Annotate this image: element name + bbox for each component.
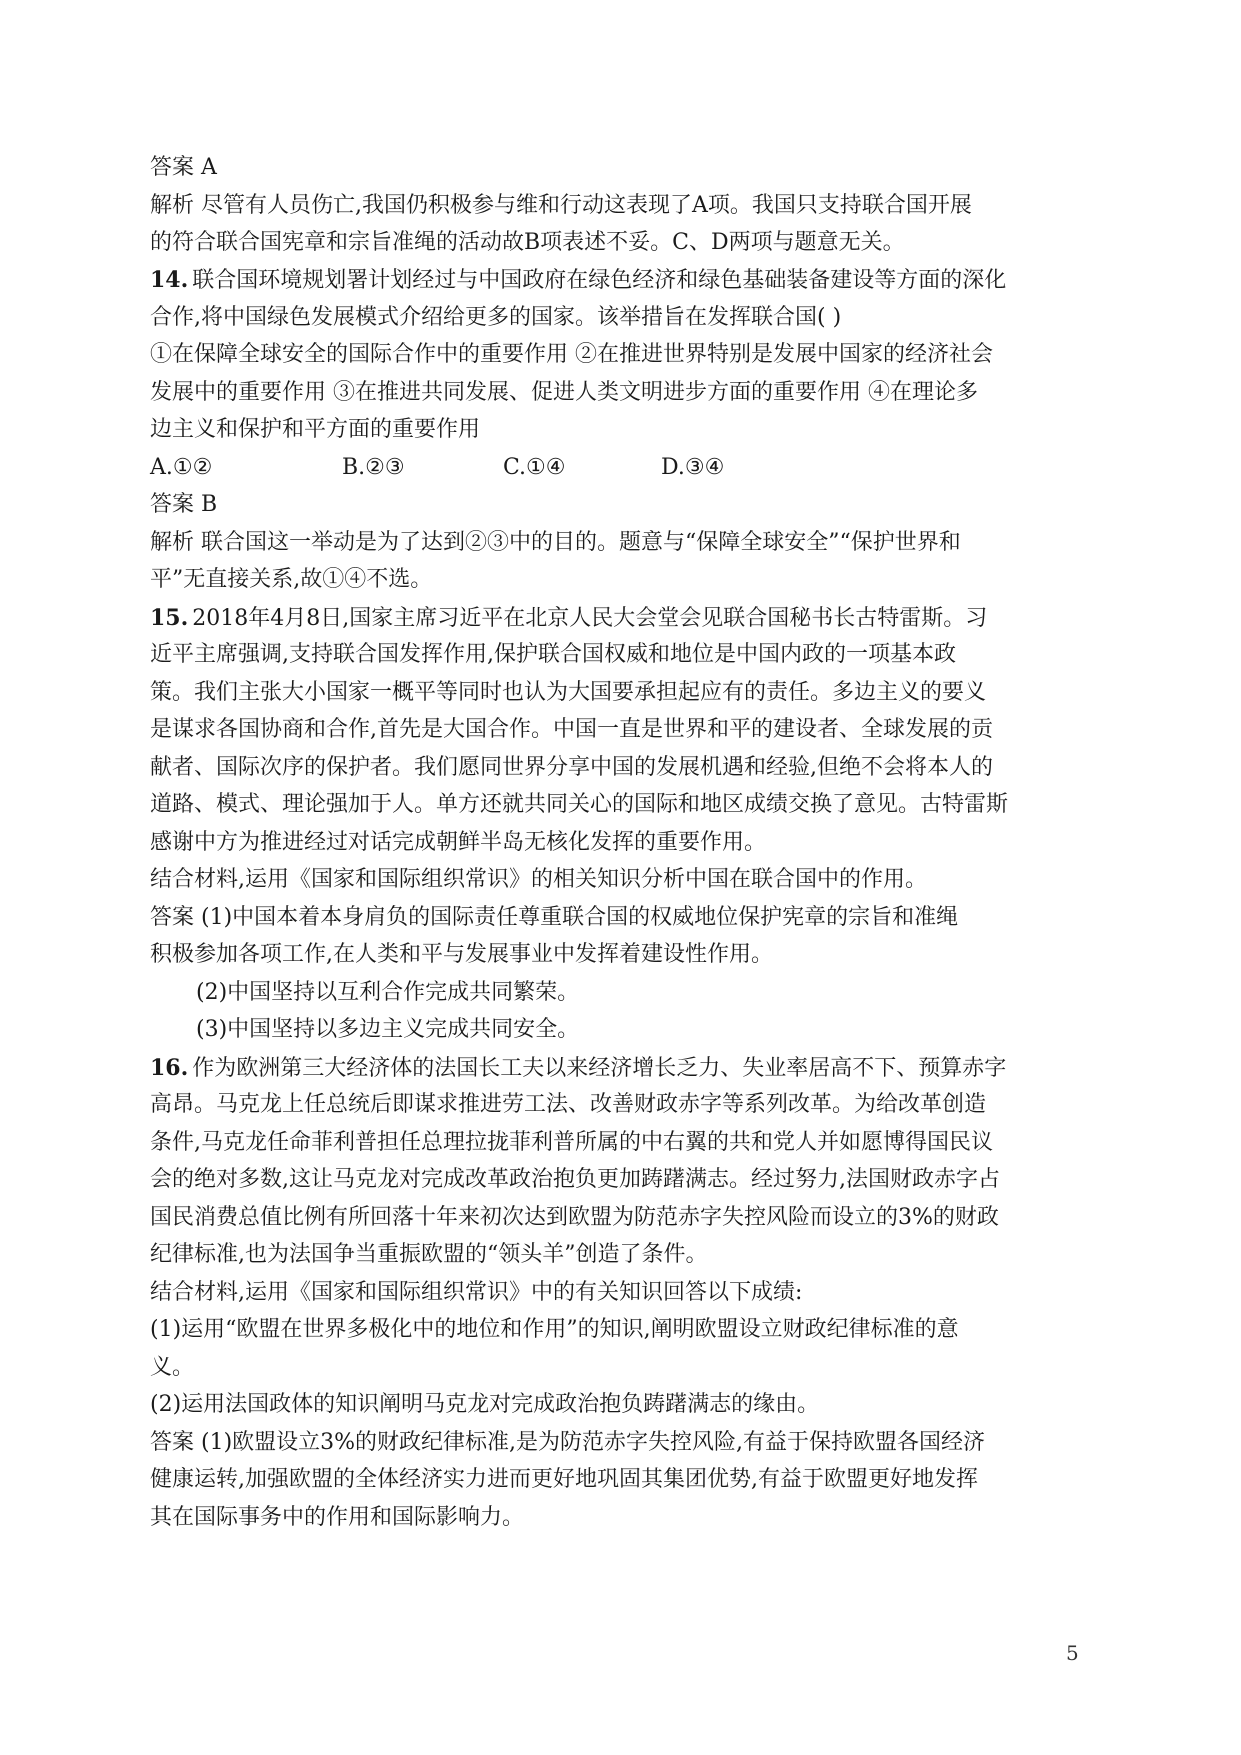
q15-material-line: 献者、国际次序的保护者。我们愿同世界分享中国的发展机遇和经验,但绝不会将本人的 bbox=[150, 755, 993, 780]
q16-material-line: 国民消费总值比例有所回落十年来初次达到欧盟为防范赤字失控风险而设立的3%的财政 bbox=[150, 1205, 999, 1230]
q15-number: 15. bbox=[150, 605, 189, 631]
q14-options bbox=[150, 454, 790, 482]
q15-material-line: 感谢中方为推进经过对话完成朝鲜半岛无核化发挥的重要作用。 bbox=[150, 830, 767, 855]
q14-stem-line bbox=[150, 266, 1006, 295]
q15-answer-point: (3)中国坚持以多边主义完成共同安全。 bbox=[196, 1017, 580, 1042]
q14-statement-line: ①在保障全球安全的国际合作中的重要作用 ②在推进世界特别是发展中国家的经济社会 bbox=[150, 342, 993, 367]
q14-analysis-line: 解析 联合国这一举动是为了达到②③中的目的。题意与“保障全球安全”“保护世界和 bbox=[150, 530, 961, 555]
q16-question: 结合材料,运用《国家和国际组织常识》中的有关知识回答以下成绩: bbox=[150, 1280, 803, 1305]
q14-answer: 答案 B bbox=[150, 492, 218, 517]
q15-question: 结合材料,运用《国家和国际组织常识》的相关知识分析中国在联合国中的作用。 bbox=[150, 867, 927, 892]
q15-material-line: 近平主席强调,支持联合国发挥作用,保护联合国权威和地位是中国内政的一项基本政 bbox=[150, 642, 956, 667]
q14-analysis-line: 平”无直接关系,故①④不选。 bbox=[150, 567, 433, 592]
q15-material-line bbox=[150, 604, 987, 633]
q16-sub-question: (1)运用“欧盟在世界多极化中的地位和作用”的知识,阐明欧盟设立财政纪律标准的意 bbox=[150, 1317, 959, 1342]
q14-number: 14. bbox=[150, 267, 189, 293]
page-number: 5 bbox=[1066, 1641, 1079, 1665]
q14-option-b: B.②③ bbox=[342, 455, 405, 480]
q16-sub-question: 义。 bbox=[150, 1355, 195, 1380]
q15-material-line: 策。我们主张大小国家一概平等同时也认为大国要承担起应有的责任。多边主义的要义 bbox=[150, 680, 987, 705]
q14-option-c: C.①④ bbox=[503, 455, 566, 480]
q15-answer-line: 答案 (1)中国本着本身肩负的国际责任尊重联合国的权威地位保护宪章的宗旨和准绳 bbox=[150, 905, 959, 930]
q15-answer-point: (2)中国坚持以互利合作完成共同繁荣。 bbox=[196, 980, 580, 1005]
q15-material-text: 2018年4月8日,国家主席习近平在北京人民大会堂会见联合国秘书长古特雷斯。习 bbox=[192, 606, 988, 631]
q13-analysis-line: 解析 尽管有人员伤亡,我国仍积极参与维和行动这表现了A项。我国只支持联合国开展 bbox=[150, 193, 972, 218]
q15-material-line: 道路、模式、理论强加于人。单方还就共同关心的国际和地区成绩交换了意见。古特雷斯 bbox=[150, 792, 1009, 817]
q16-sub-question: (2)运用法国政体的知识阐明马克龙对完成政治抱负踌躇满志的缘由。 bbox=[150, 1392, 820, 1417]
q16-number: 16. bbox=[150, 1055, 189, 1081]
q14-stem-text: 联合国环境规划署计划经过与中国政府在绿色经济和绿色基础装备建设等方面的深化 bbox=[192, 268, 1007, 293]
q14-option-d: D.③④ bbox=[661, 455, 725, 480]
q14-stem-line: 合作,将中国绿色发展模式介绍给更多的国家。该举措旨在发挥联合国( ) bbox=[150, 305, 842, 330]
q16-answer-line: 其在国际事务中的作用和国际影响力。 bbox=[150, 1505, 525, 1530]
q13-analysis-line: 的符合联合国宪章和宗旨准绳的活动故B项表述不妥。C、D两项与题意无关。 bbox=[150, 230, 905, 255]
q15-answer-line: 积极参加各项工作,在人类和平与发展事业中发挥着建设性作用。 bbox=[150, 942, 773, 967]
q16-material-line: 高昂。马克龙上任总统后即谋求推进劳工法、改善财政赤字等系列改革。为给改革创造 bbox=[150, 1092, 987, 1117]
q16-answer-line: 答案 (1)欧盟设立3%的财政纪律标准,是为防范赤字失控风险,有益于保持欧盟各国经济 bbox=[150, 1430, 986, 1455]
q16-material-line: 会的绝对多数,这让马克龙对完成改革政治抱负更加踌躇满志。经过努力,法国财政赤字占 bbox=[150, 1167, 1000, 1192]
q16-material-text: 作为欧洲第三大经济体的法国长工夫以来经济增长乏力、失业率居高不下、预算赤字 bbox=[192, 1056, 1007, 1081]
q13-answer: 答案 A bbox=[150, 155, 217, 180]
q16-material-line: 条件,马克龙任命菲利普担任总理拉拢菲利普所属的中右翼的共和党人并如愿博得国民议 bbox=[150, 1130, 993, 1155]
q14-statement-line: 边主义和保护和平方面的重要作用 bbox=[150, 417, 481, 442]
q16-material-line bbox=[150, 1054, 1006, 1083]
q14-option-a: A.①② bbox=[150, 455, 213, 480]
q16-material-line: 纪律标准,也为法国争当重振欧盟的“领头羊”创造了条件。 bbox=[150, 1242, 708, 1267]
q14-statement-line: 发展中的重要作用 ③在推进共同发展、促进人类文明进步方面的重要作用 ④在理论多 bbox=[150, 380, 978, 405]
q16-answer-line: 健康运转,加强欧盟的全体经济实力进而更好地巩固其集团优势,有益于欧盟更好地发挥 bbox=[150, 1467, 978, 1492]
q15-material-line: 是谋求各国协商和合作,首先是大国合作。中国一直是世界和平的建设者、全球发展的贡 bbox=[150, 717, 993, 742]
